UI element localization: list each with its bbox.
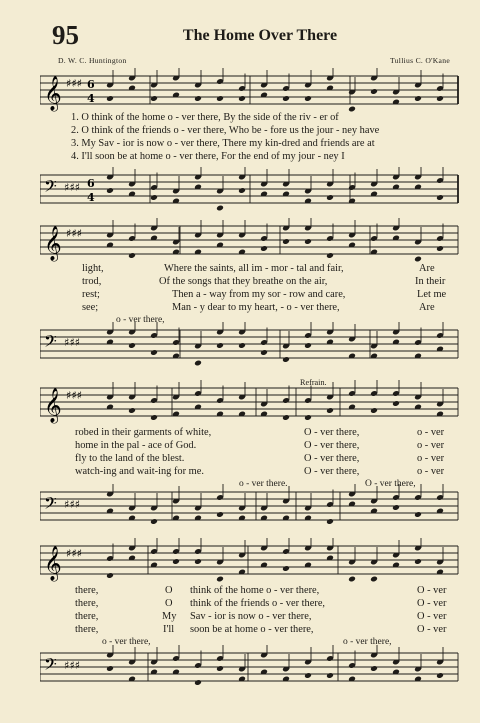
note-head <box>106 95 114 102</box>
note-head <box>414 256 422 263</box>
lyric-s4v2-a: there, <box>75 598 99 609</box>
lyric-line-s1v1: 1. O think of the home o - ver there, By the side of the riv - er of <box>71 112 339 123</box>
hymn-number: 95 <box>52 20 79 50</box>
lyricist-credit: Tullius C. O'Kane <box>390 56 450 65</box>
note-head <box>194 360 202 367</box>
bass-staff-1 <box>40 165 460 215</box>
note-head <box>128 407 136 414</box>
lyric-s3v2-b: O - ver there, <box>304 440 360 451</box>
lyric-s4v4-a: there, <box>75 624 99 635</box>
lyric-s2v1-c: Are <box>419 263 435 274</box>
lyric-s4v3-a: there, <box>75 611 99 622</box>
lyric-s4v4-b: I'll <box>163 624 175 635</box>
note-head <box>216 95 224 102</box>
note-head <box>150 518 158 525</box>
echo-s3b: O - ver there, <box>365 479 416 489</box>
note-head <box>326 672 334 679</box>
note-head <box>194 95 202 102</box>
note-head <box>282 414 290 421</box>
lyric-s2v4-b: Man - y dear to my heart, - o - ver there, <box>172 302 340 313</box>
note-head <box>392 400 400 407</box>
note-head <box>172 558 180 565</box>
bass-staff-3 <box>40 479 460 532</box>
note-head <box>260 245 268 252</box>
hymn-title: The Home Over There <box>182 27 338 44</box>
lyric-s2v2-a: trod, <box>82 276 102 287</box>
note-head <box>326 518 334 525</box>
note-head <box>150 194 158 201</box>
note-head <box>436 245 444 252</box>
note-head <box>238 187 246 194</box>
note-head <box>370 576 378 583</box>
note-head <box>304 95 312 102</box>
svg-text:𝄢: 𝄢 <box>44 493 57 517</box>
note-head <box>282 238 290 245</box>
note-head <box>348 106 356 113</box>
svg-text:♯♯♯: ♯♯♯ <box>66 227 82 240</box>
lyric-line-s1v3: 3. My Sav - ior is now o - ver there, There my kin-dred and friends are at <box>71 138 375 149</box>
note-head <box>260 349 268 356</box>
lyric-s4v3-b: My <box>162 611 177 622</box>
lyric-s3v4-a: watch-ing and wait-ing for me. <box>75 466 204 477</box>
svg-text:♯♯♯: ♯♯♯ <box>66 389 82 402</box>
lyric-s4v1-d: O - ver <box>417 585 447 596</box>
svg-text:♯♯♯: ♯♯♯ <box>66 547 82 560</box>
lyric-s2v2-c: In their <box>415 276 446 287</box>
note-head <box>282 356 290 363</box>
svg-text:𝄞: 𝄞 <box>44 76 62 111</box>
note-head <box>436 194 444 201</box>
lyric-s3v1-b: O - ver there, <box>304 427 360 438</box>
lyric-s4v1-b: O <box>165 585 173 596</box>
lyric-s2v1-a: light, <box>82 263 104 274</box>
note-head <box>348 576 356 583</box>
svg-text:𝄞: 𝄞 <box>44 388 62 423</box>
svg-text:𝄞: 𝄞 <box>44 546 62 581</box>
note-head <box>304 342 312 349</box>
lyric-s4v4-c: soon be at home o - ver there, <box>190 624 314 635</box>
note-head <box>370 88 378 95</box>
svg-text:𝄢: 𝄢 <box>44 331 57 355</box>
svg-text:6: 6 <box>87 78 95 91</box>
treble-staff-4 <box>40 536 460 586</box>
svg-text:𝄢: 𝄢 <box>44 654 57 678</box>
echo-s4a: o - ver there, <box>102 637 151 647</box>
lyric-s2v3-a: rest; <box>82 289 100 300</box>
lyric-s3v3-a: fly to the land of the blest. <box>75 453 185 464</box>
lyric-s3v3-c: o - ver <box>417 453 445 464</box>
svg-text:4: 4 <box>87 191 95 204</box>
treble-staff-1 <box>40 66 460 116</box>
composer-credit: D. W. C. Huntington <box>58 56 127 65</box>
lyric-s4v3-d: O - ver <box>417 611 447 622</box>
note-head <box>106 572 114 579</box>
bass-staff-4 <box>40 643 460 693</box>
svg-text:♯♯♯: ♯♯♯ <box>64 181 80 194</box>
svg-text:♯♯♯: ♯♯♯ <box>66 77 82 90</box>
note-head <box>216 511 224 518</box>
svg-text:𝄞: 𝄞 <box>44 226 62 261</box>
note-head <box>326 194 334 201</box>
note-head <box>194 679 202 686</box>
note-head <box>304 672 312 679</box>
lyric-s2v2-b: Of the songs that they breathe on the air, <box>159 276 328 287</box>
lyric-s3v3-b: O - ver there, <box>304 453 360 464</box>
note-head <box>326 252 334 259</box>
svg-text:4: 4 <box>87 92 95 105</box>
bass-staff-2 <box>40 320 460 370</box>
lyric-s4v1-a: there, <box>75 585 99 596</box>
note-head <box>414 558 422 565</box>
note-head <box>282 565 290 572</box>
note-head <box>216 342 224 349</box>
note-head <box>128 342 136 349</box>
note-head <box>106 187 114 194</box>
note-head <box>370 665 378 672</box>
note-head <box>436 95 444 102</box>
lyric-s4v1-c: think of the home o - ver there, <box>190 585 320 596</box>
lyric-s4v2-b: O <box>165 598 173 609</box>
note-head <box>216 205 224 212</box>
svg-text:♯♯♯: ♯♯♯ <box>64 659 80 672</box>
lyric-s3v4-b: O - ver there, <box>304 466 360 477</box>
note-head <box>414 95 422 102</box>
treble-staff-3 <box>40 378 460 428</box>
echo-s2: o - ver there, <box>116 315 165 325</box>
note-head <box>216 665 224 672</box>
note-head <box>304 414 312 421</box>
note-head <box>150 349 158 356</box>
note-head <box>150 414 158 421</box>
lyric-s4v3-c: Sav - ior is now o - ver there, <box>190 611 312 622</box>
note-head <box>436 672 444 679</box>
lyric-s2v4-c: Are <box>419 302 435 313</box>
treble-staff-2 <box>40 216 460 266</box>
note-head <box>282 95 290 102</box>
lyric-s3v1-c: o - ver <box>417 427 445 438</box>
lyric-line-s1v4: 4. I'll soon be at home o - ver there, For the end of my jour - ney I <box>71 151 345 162</box>
lyric-s4v4-d: O - ver <box>417 624 447 635</box>
lyric-s3v2-a: home in the pal - ace of God. <box>75 440 197 451</box>
echo-s4b: o - ver there, <box>343 637 392 647</box>
lyric-s2v4-a: see; <box>82 302 99 313</box>
svg-text:♯♯♯: ♯♯♯ <box>64 336 80 349</box>
svg-text:6: 6 <box>87 177 95 190</box>
note-head <box>106 665 114 672</box>
echo-s3a: o - ver there. <box>239 479 288 489</box>
svg-text:♯♯♯: ♯♯♯ <box>64 498 80 511</box>
note-head <box>326 407 334 414</box>
lyric-s2v3-b: Then a - way from my sor - row and care, <box>172 289 346 300</box>
note-head <box>392 504 400 511</box>
refrain-label: Refrain. <box>300 378 327 387</box>
note-head <box>128 252 136 259</box>
lyric-s4v2-c: think of the friends o - ver there, <box>190 598 326 609</box>
lyric-s2v3-c: Let me <box>417 289 447 300</box>
note-head <box>194 558 202 565</box>
note-head <box>304 238 312 245</box>
note-head <box>216 576 224 583</box>
note-head <box>238 95 246 102</box>
note-head <box>370 407 378 414</box>
lyric-s3v4-c: o - ver <box>417 466 445 477</box>
svg-text:𝄢: 𝄢 <box>44 176 57 200</box>
lyric-s3v1-a: robed in their garments of white, <box>75 427 212 438</box>
note-head <box>238 342 246 349</box>
note-head <box>150 95 158 102</box>
lyric-s2v1-b: Where the saints, all im - mor - tal and fair, <box>164 263 344 274</box>
lyric-s4v2-d: O - ver <box>417 598 447 609</box>
note-head <box>414 511 422 518</box>
lyric-line-s1v2: 2. O think of the friends o - ver there, Who be - fore us the jour - ney have <box>71 125 380 136</box>
lyric-s3v2-c: o - ver <box>417 440 445 451</box>
